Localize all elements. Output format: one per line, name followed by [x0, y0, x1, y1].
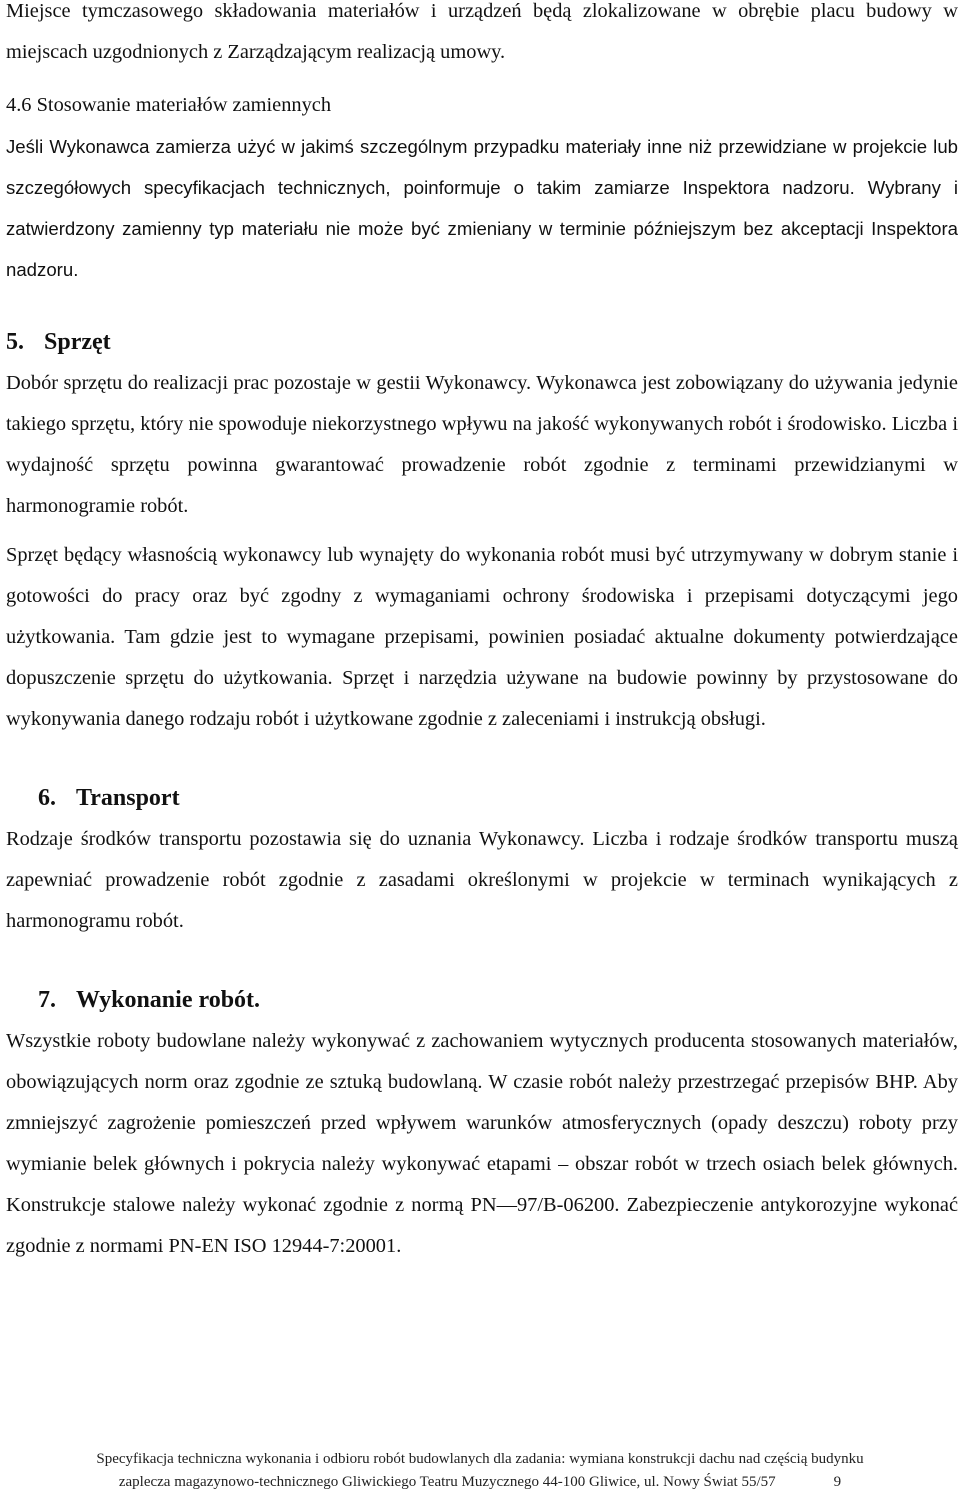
section-4-6: [6, 85, 958, 290]
document-page: [6, 0, 958, 1267]
section-5: [6, 322, 958, 740]
footer-line-2-text: zaplecza magazynowo-technicznego Gliwickiego Teatru Muzycznego 44-100 Gliwice, ul. Nowy Świat 55/57: [118, 1474, 776, 1490]
section-5-number: 5.: [6, 329, 24, 355]
section-6-number: 6.: [38, 785, 56, 811]
section-5-paragraph-2: Sprzęt będący własnością wykonawcy lub wynajęty do wykonania robót musi być utrzymywany w dobrym stanie i gotowości do pracy oraz być zgodny z wymaganiami ochrony środowiska i przepisami dotyczącymi jego użytkowania. Tam gdzie jest to wymagane przepisami, powinien posiadać aktualne dokumenty potwierdzające dopuszczenie sprzętu do użytkowania. Sprzęt i narzędzia używane na budowie powinny by przystosowane do wykonywania danego rodzaju robót i użytkowane zgodnie z zaleceniami i instrukcją obsługi.: [6, 544, 958, 730]
section-7-number: 7.: [38, 987, 56, 1013]
page-footer: [0, 1448, 960, 1494]
section-5-paragraph-1: Dobór sprzętu do realizacji prac pozostaje w gestii Wykonawcy. Wykonawca jest zobowiązany do używania jedynie takiego sprzętu, który nie spowoduje niekorzystnego wpływu na jakość wykonywanych robót i środowisko. Liczba i wydajność sprzętu powinna gwarantować prowadzenie robót zgodnie z terminami przewidzianymi w harmonogramie robót.: [6, 372, 958, 517]
section-6-paragraph-1: Rodzaje środków transportu pozostawia się do uznania Wykonawcy. Liczba i rodzaje środków transportu muszą zapewniać prowadzenie robót zgodnie z zasadami określonymi w projekcie w terminach wynikających z harmonogramu robót.: [6, 828, 958, 932]
page-number: 9: [833, 1474, 842, 1490]
section-7-title: Wykonanie robót.: [76, 987, 261, 1013]
section-5-heading: [6, 322, 958, 363]
footer-line-2: [0, 1471, 960, 1494]
section-6-heading: [6, 778, 958, 819]
section-4-6-heading: 4.6 Stosowanie materiałów zamiennych: [6, 94, 332, 116]
section-4-6-body: Jeśli Wykonawca zamierza użyć w jakimś szczególnym przypadku materiały inne niż przewidziane w projekcie lub szczegółowych specyfikacjach technicznych, poinformuje o takim zamiarze Inspektora nadzoru. Wybrany i zatwierdzony zamienny typ materiału nie może być zmieniany w terminie późniejszym bez akceptacji Inspektora nadzoru.: [6, 136, 958, 280]
section-7: [6, 980, 958, 1267]
footer-line-1: Specyfikacja techniczna wykonania i odbioru robót budowlanych dla zadania: wymiana konstrukcji dachu nad częścią budynku: [96, 1451, 864, 1467]
section-7-heading: [6, 980, 958, 1021]
section-5-title: Sprzęt: [44, 329, 111, 355]
section-7-paragraph-1: Wszystkie roboty budowlane należy wykonywać z zachowaniem wytycznych producenta stosowanych materiałów, obowiązujących norm oraz zgodnie ze sztuką budowlaną. W czasie robót należy przestrzegać przepisów BHP. Aby zmniejszyć zagrożenie pomieszczeń przed wpływem warunków atmosferycznych (opady deszczu) roboty przy wymianie belek głównych i pokrycia należy wykonywać etapami – obszar robót w trzech osiach belek głównych. Konstrukcje stalowe należy wykonać zgodnie z normą PN—97/B-06200. Zabezpieczenie antykorozyjne wykonać zgodnie z normami PN-EN ISO 12944-7:20001.: [6, 1030, 958, 1257]
section-6: [6, 778, 958, 942]
intro-paragraph: Miejsce tymczasowego składowania materiałów i urządzeń będą zlokalizowane w obrębie placu budowy w miejscach uzgodnionych z Zarządzającym realizacją umowy.: [6, 0, 958, 63]
section-6-title: Transport: [76, 785, 180, 811]
